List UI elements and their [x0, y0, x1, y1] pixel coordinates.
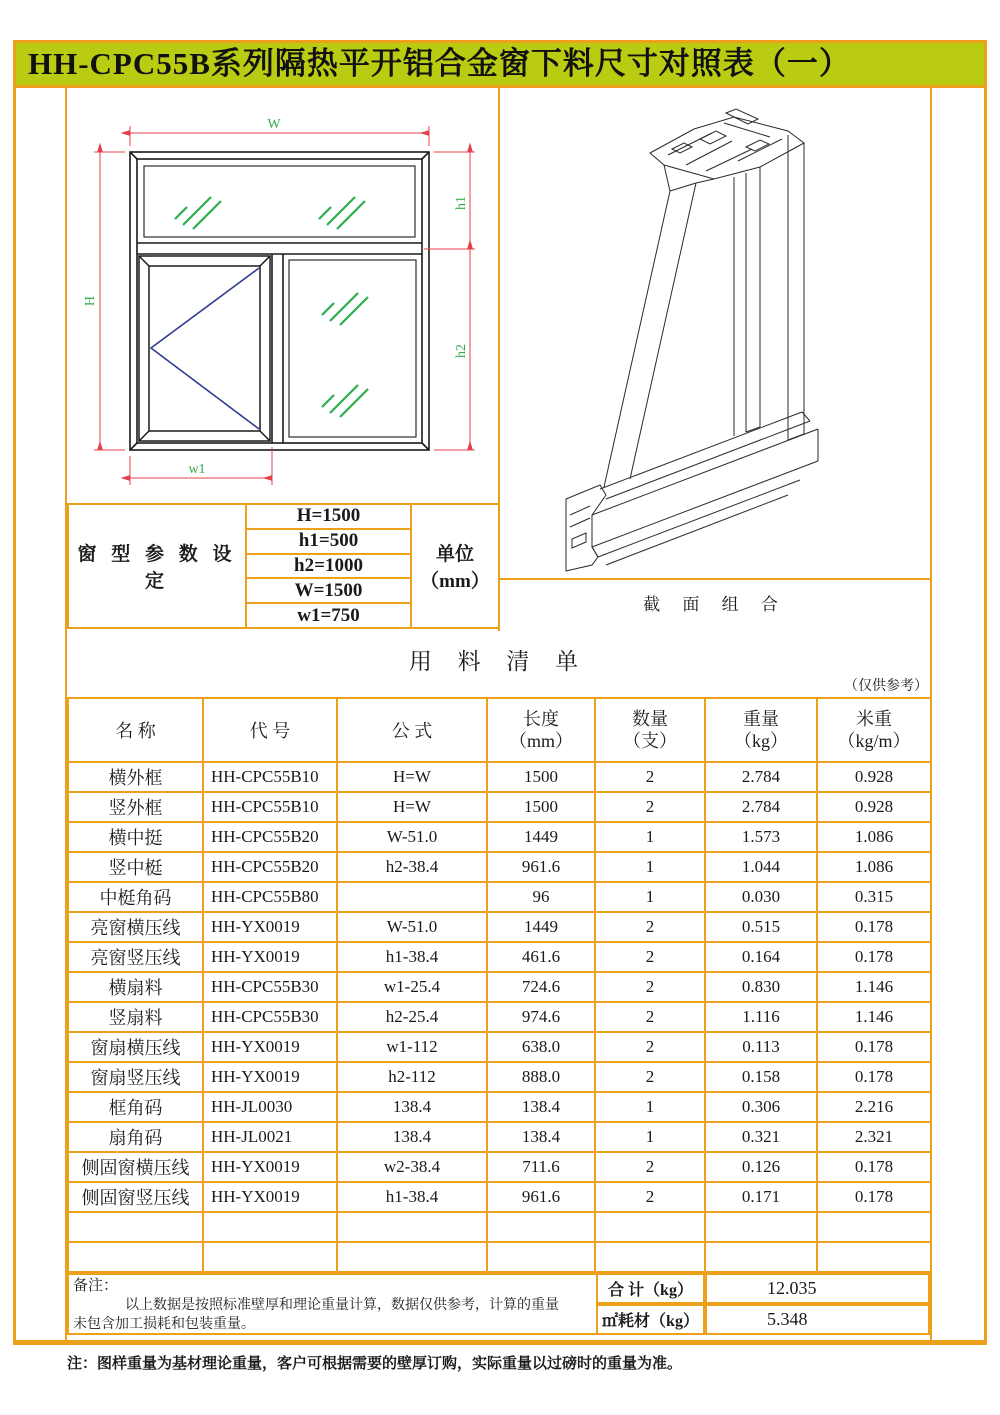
cell-name: 竖扇料 [68, 1002, 203, 1032]
cell-mweight [817, 1242, 931, 1272]
cell-code: HH-JL0030 [203, 1092, 337, 1122]
remark-box [67, 1273, 596, 1335]
cell-code [203, 1242, 337, 1272]
table-row [68, 942, 931, 972]
bom-table [67, 697, 932, 1273]
cell-length: 138.4 [487, 1092, 595, 1122]
cell-qty: 1 [595, 1092, 705, 1122]
cell-qty: 2 [595, 1002, 705, 1032]
total-weight-label: 合 计（kg） [596, 1273, 705, 1304]
cell-mweight: 2.216 [817, 1092, 931, 1122]
cell-code: HH-YX0019 [203, 1152, 337, 1182]
cell-qty: 1 [595, 1122, 705, 1152]
cell-formula: h2-38.4 [337, 852, 487, 882]
page-title: HH-CPC55B系列隔热平开铝合金窗下料尺寸对照表（一） [13, 40, 987, 88]
col-qty: 数量 （支） [595, 698, 705, 762]
table-row [68, 1152, 931, 1182]
cell-formula: w2-38.4 [337, 1152, 487, 1182]
cell-qty: 1 [595, 822, 705, 852]
param-h2: h2=1000 [246, 554, 411, 579]
cell-weight: 0.830 [705, 972, 817, 1002]
cell-code: HH-JL0021 [203, 1122, 337, 1152]
col-mweight: 米重 （kg/m） [817, 698, 931, 762]
cell-code: HH-YX0019 [203, 1032, 337, 1062]
remark-line2: 未包含加工损耗和包装重量。 [73, 1317, 255, 1332]
cell-qty: 1 [595, 852, 705, 882]
swing-direction-indicator [151, 268, 259, 429]
col-length: 长度 （mm） [487, 698, 595, 762]
cell-length: 96 [487, 882, 595, 912]
cell-formula: h2-112 [337, 1062, 487, 1092]
cell-weight [705, 1242, 817, 1272]
cell-mweight: 1.146 [817, 1002, 931, 1032]
cell-formula: h1-38.4 [337, 1182, 487, 1212]
dim-label-h2: h2 [454, 344, 469, 358]
table-row [68, 1092, 931, 1122]
cell-formula: H=W [337, 792, 487, 822]
cell-name: 中梃角码 [68, 882, 203, 912]
cell-formula: 138.4 [337, 1092, 487, 1122]
cell-mweight: 1.086 [817, 822, 931, 852]
cell-length [487, 1212, 595, 1242]
cell-qty: 2 [595, 1182, 705, 1212]
cell-qty: 2 [595, 792, 705, 822]
cell-formula [337, 1242, 487, 1272]
cell-name: 竖外框 [68, 792, 203, 822]
cell-formula: w1-112 [337, 1032, 487, 1062]
param-h: H=1500 [246, 504, 411, 529]
table-row [68, 852, 931, 882]
cell-weight: 2.784 [705, 792, 817, 822]
table-row [68, 882, 931, 912]
cell-formula: H=W [337, 762, 487, 792]
cell-code [203, 1212, 337, 1242]
table-row [68, 1062, 931, 1092]
cell-name: 横扇料 [68, 972, 203, 1002]
cell-mweight: 1.146 [817, 972, 931, 1002]
col-code: 代 号 [203, 698, 337, 762]
unit-line2: （mm） [420, 571, 490, 592]
per-sqm-label: ㎡耗材（kg） [596, 1304, 705, 1335]
cell-mweight: 0.178 [817, 1182, 931, 1212]
cell-formula: h2-25.4 [337, 1002, 487, 1032]
cell-length: 638.0 [487, 1032, 595, 1062]
table-row [68, 1122, 931, 1152]
col-weight: 重量 （kg） [705, 698, 817, 762]
col-name: 名 称 [68, 698, 203, 762]
cell-code: HH-YX0019 [203, 942, 337, 972]
cell-qty: 2 [595, 912, 705, 942]
section-caption: 截 面 组 合 [500, 578, 930, 629]
bom-section [67, 629, 930, 1335]
cell-length: 461.6 [487, 942, 595, 972]
cell-length: 961.6 [487, 852, 595, 882]
cell-name: 侧固窗横压线 [68, 1152, 203, 1182]
table-row [68, 1032, 931, 1062]
cell-weight: 1.573 [705, 822, 817, 852]
cell-mweight: 1.086 [817, 852, 931, 882]
remark-line1: 以上数据是按照标准壁厚和理论重量计算，数据仅供参考，计算的重量 [125, 1298, 559, 1313]
cell-code: HH-CPC55B20 [203, 822, 337, 852]
cell-qty: 2 [595, 972, 705, 1002]
cell-name: 侧固窗竖压线 [68, 1182, 203, 1212]
window-parameters-table [67, 503, 500, 629]
table-row [68, 972, 931, 1002]
cell-code: HH-YX0019 [203, 1182, 337, 1212]
totals-grid [596, 1273, 930, 1335]
window-elevation-diagram [67, 91, 496, 501]
cell-mweight: 0.178 [817, 1062, 931, 1092]
cell-length: 138.4 [487, 1122, 595, 1152]
cell-code: HH-CPC55B20 [203, 852, 337, 882]
cell-weight: 2.784 [705, 762, 817, 792]
cell-qty: 1 [595, 882, 705, 912]
cell-mweight [817, 1212, 931, 1242]
cell-mweight: 0.178 [817, 1032, 931, 1062]
dim-label-h: H [83, 295, 98, 307]
cell-length: 724.6 [487, 972, 595, 1002]
page-footnote: 注：图样重量为基材理论重量，客户可根据需要的壁厚订购，实际重量以过磅时的重量为准。 [67, 1356, 683, 1372]
cell-code: HH-YX0019 [203, 1062, 337, 1092]
cell-name: 窗扇横压线 [68, 1032, 203, 1062]
cell-qty: 2 [595, 1032, 705, 1062]
cell-qty: 2 [595, 1152, 705, 1182]
dimension-labels [83, 117, 469, 477]
cell-name: 横中挺 [68, 822, 203, 852]
cell-name: 竖中梃 [68, 852, 203, 882]
cell-weight: 0.030 [705, 882, 817, 912]
cell-formula: w1-25.4 [337, 972, 487, 1002]
cell-weight [705, 1212, 817, 1242]
dim-label-w: W [267, 117, 281, 132]
cell-mweight: 0.928 [817, 762, 931, 792]
cell-code: HH-CPC55B80 [203, 882, 337, 912]
table-row [68, 1002, 931, 1032]
cell-formula: W-51.0 [337, 912, 487, 942]
table-row [68, 822, 931, 852]
cell-formula [337, 882, 487, 912]
cell-name [68, 1242, 203, 1272]
cell-code: HH-CPC55B10 [203, 762, 337, 792]
sill-section-face [566, 485, 606, 571]
profile-section-drawing [500, 91, 930, 576]
jamb-profile [734, 135, 804, 440]
cell-length: 1500 [487, 792, 595, 822]
cell-weight: 0.171 [705, 1182, 817, 1212]
cell-weight: 0.126 [705, 1152, 817, 1182]
unit-line1: 单位 [435, 544, 474, 565]
remark-totals-row [67, 1273, 930, 1335]
cell-name: 横外框 [68, 762, 203, 792]
cell-mweight: 0.178 [817, 1152, 931, 1182]
table-row [68, 762, 931, 792]
remark-label: 备注： [73, 1278, 119, 1294]
cell-formula: h1-38.4 [337, 942, 487, 972]
total-weight-value: 12.035 [705, 1273, 930, 1304]
table-row [68, 792, 931, 822]
param-w: W=1500 [246, 578, 411, 603]
params-label: 窗 型 参 数 设 定 [68, 504, 246, 628]
dim-label-w1: w1 [188, 462, 206, 477]
cell-code: HH-YX0019 [203, 912, 337, 942]
params-unit [411, 504, 499, 628]
cell-formula [337, 1212, 487, 1242]
cell-length: 974.6 [487, 1002, 595, 1032]
cell-mweight: 0.315 [817, 882, 931, 912]
cell-weight: 1.044 [705, 852, 817, 882]
table-row [68, 912, 931, 942]
cell-name: 框角码 [68, 1092, 203, 1122]
head-section-face [650, 109, 804, 179]
table-row-empty [68, 1212, 931, 1242]
cell-length: 961.6 [487, 1182, 595, 1212]
cell-code: HH-CPC55B10 [203, 792, 337, 822]
cell-weight: 0.158 [705, 1062, 817, 1092]
table-row-empty [68, 1242, 931, 1272]
glass-pane [604, 165, 714, 487]
cell-formula: 138.4 [337, 1122, 487, 1152]
cell-code: HH-CPC55B30 [203, 972, 337, 1002]
cell-formula: W-51.0 [337, 822, 487, 852]
cell-name: 亮窗竖压线 [68, 942, 203, 972]
cell-qty [595, 1242, 705, 1272]
per-sqm-value: 5.348 [705, 1304, 930, 1335]
col-formula: 公 式 [337, 698, 487, 762]
bom-reference-note: （仅供参考） [844, 679, 928, 694]
param-w1: w1=750 [246, 603, 411, 628]
sill-profile [566, 412, 818, 571]
cell-qty: 2 [595, 942, 705, 972]
cell-qty [595, 1212, 705, 1242]
cell-length: 711.6 [487, 1152, 595, 1182]
cell-weight: 0.164 [705, 942, 817, 972]
bom-header-area [67, 629, 930, 697]
cell-mweight: 2.321 [817, 1122, 931, 1152]
cell-length: 1449 [487, 912, 595, 942]
cell-name: 窗扇竖压线 [68, 1062, 203, 1092]
cell-weight: 0.515 [705, 912, 817, 942]
dim-label-h1: h1 [454, 196, 469, 210]
cell-mweight: 0.178 [817, 912, 931, 942]
cell-length: 888.0 [487, 1062, 595, 1092]
cell-name: 亮窗横压线 [68, 912, 203, 942]
table-row [68, 1182, 931, 1212]
window-frame-outline [130, 152, 429, 450]
cell-length: 1500 [487, 762, 595, 792]
bom-title: 用 料 清 单 [408, 649, 589, 674]
cell-length: 1449 [487, 822, 595, 852]
param-h1: h1=500 [246, 529, 411, 554]
bom-header-row [68, 698, 931, 762]
cell-name [68, 1212, 203, 1242]
cell-mweight: 0.178 [817, 942, 931, 972]
cell-name: 扇角码 [68, 1122, 203, 1152]
cell-qty: 2 [595, 762, 705, 792]
cell-length [487, 1242, 595, 1272]
cell-weight: 0.113 [705, 1032, 817, 1062]
cell-mweight: 0.928 [817, 792, 931, 822]
casement-sash [139, 256, 270, 441]
cell-code: HH-CPC55B30 [203, 1002, 337, 1032]
cell-weight: 0.321 [705, 1122, 817, 1152]
cell-qty: 2 [595, 1062, 705, 1092]
cell-weight: 1.116 [705, 1002, 817, 1032]
cell-weight: 0.306 [705, 1092, 817, 1122]
